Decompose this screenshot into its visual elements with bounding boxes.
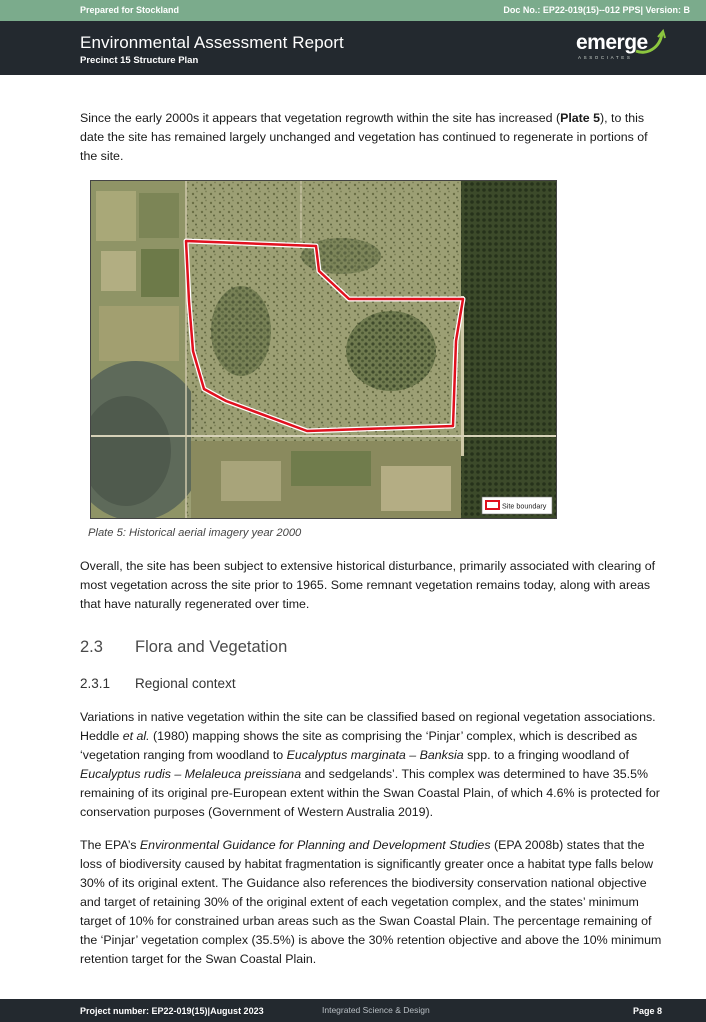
paragraph-regrowth [80,109,662,166]
paragraph-epa-guidance [80,836,662,969]
page-number: Page 8 [632,1006,662,1016]
subsection-heading [80,676,236,691]
section-title: Flora and Vegetation [135,638,288,656]
para4-text-c: (EPA 2008b) states that the loss of biodiversity caused by habitat fragmentation is significantly greater once a habitat type falls below 30% of its original extent. The Guidance also references the biodiversity conservation national objective and target of retaining 30% of the original extent of each vegetation complex, and the states’ minimum target of 10% for constrained urban areas such as the Swan Coastal Plain. The percentage remaining of the ‘Pinjar’ vegetation complex (35.5%) is above the 30% retention objective and above the 10% minimum retention target for the Swan Coastal Plain. [80,838,662,966]
report-header [0,21,706,75]
para1-text-c: ), to this date the site has remained largely unchanged and vegetation has continued to regenerate in portions of the site. [80,111,648,163]
para3-text-e: spp. to a fringing woodland of [463,748,629,762]
para4-text-a: The EPA’s [80,838,140,852]
prepared-for: Prepared for Stockland [80,5,180,15]
logo-subtext: ASSOCIATES [578,55,633,60]
para3-italic-d: Eucalyptus marginata – Banksia [286,748,464,762]
aerial-imagery [91,181,557,519]
para1-text-a: Since the early 2000s it appears that vegetation regrowth within the site has increased ( [80,111,561,125]
document-number: Doc No.: EP22-019(15)--012 PPS| Version: B [503,5,690,15]
footer-tagline: Integrated Science & Design [322,1005,430,1015]
para3-italic-b: et al. [122,729,150,743]
map-legend [482,497,552,514]
legend-label: Site boundary [502,501,547,511]
logo-swoosh-icon [632,29,666,57]
page-footer [0,999,706,1022]
paragraph-regional-context [80,708,662,822]
aerial-image-plate [90,180,557,519]
logo-wordmark: emerge [576,31,648,54]
paragraph-disturbance: Overall, the site has been subject to extensive historical disturbance, primarily associated with clearing of most vegetation across the site prior to 1965. Some remnant vegetation remains today, along with areas that have naturally regenerated over time. [80,559,656,611]
plate-caption: Plate 5: Historical aerial imagery year 2000 [88,527,302,539]
plate-reference: Plate 5 [560,111,601,125]
emerge-logo [574,31,666,67]
para3-text-g: and sedgelands’. This complex was determined to have 35.5% remaining of its original pre-European extent within the Swan Coastal Plain, of which 4.6% is protected for conservation purposes (Government of Western Australia 2019). [80,767,660,819]
report-title: Environmental Assessment Report [80,33,344,52]
para3-text-a: Variations in native vegetation within the site can be classified based on regional vegetation associations. Heddle [80,710,656,743]
subsection-title: Regional context [135,676,236,691]
top-bar [0,0,706,21]
para3-italic-f: Eucalyptus rudis – Melaleuca preissiana [80,767,302,781]
project-number: Project number: EP22-019(15)|August 2023 [80,1006,264,1016]
section-number: 2.3 [80,638,103,656]
para4-italic-b: Environmental Guidance for Planning and Development Studies [139,838,491,852]
para3-text-c: (1980) mapping shows the site as comprising the ‘Pinjar’ complex, which is described as ‘vegetation ranging from woodland to [80,729,638,762]
report-subtitle: Precinct 15 Structure Plan [80,55,199,66]
section-heading [80,638,287,657]
subsection-number: 2.3.1 [80,676,111,691]
